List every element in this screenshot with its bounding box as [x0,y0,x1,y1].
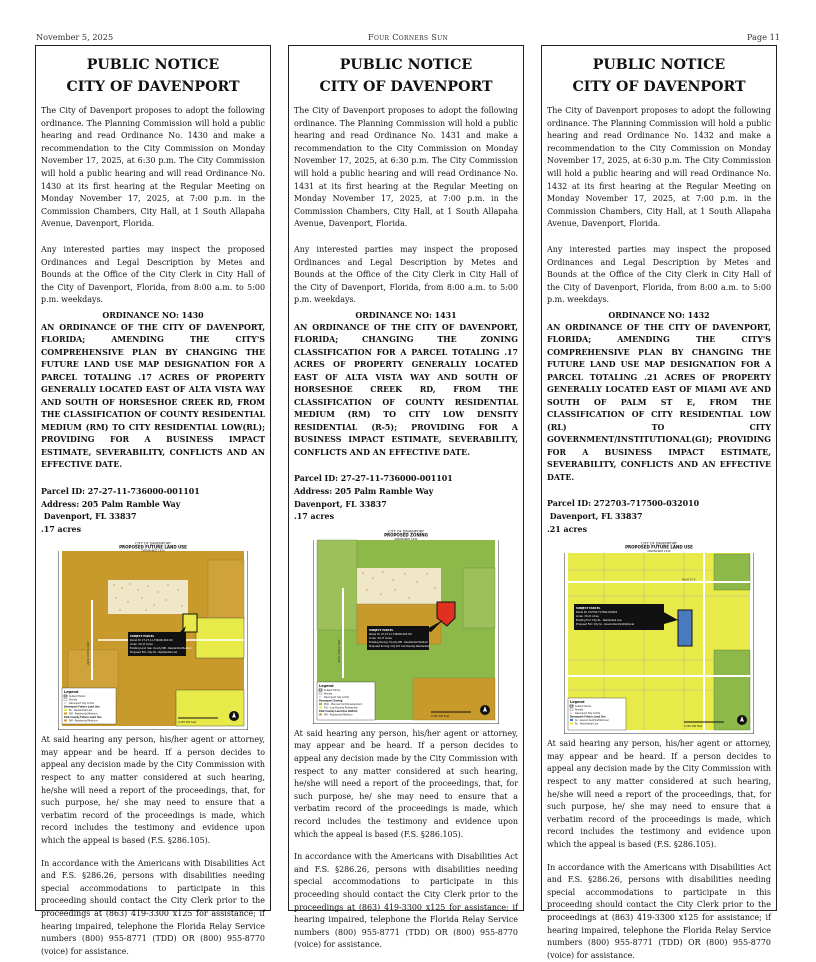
map-legend-item: PUD - Planned Unit Development [324,702,362,706]
parcel-acres: .21 acres [547,524,588,534]
map-scale-bar: 0 250 500 Feet [684,725,703,729]
map-callout-line: Proposed Zoning: City R-5 Low Density Residential [369,644,430,648]
ordinance-number: ORDINANCE NO: 1432 [608,310,710,320]
map-title-city: CITY OF DAVENPORT [135,541,171,546]
map-legend-item: Polk County Land Use District [319,709,358,713]
parcel-address: Address: 205 Palm Ramble Way [294,487,434,496]
parcel-city: Davenport, FL 33837 [294,499,387,509]
map-scale-bar: 0 250 500 Feet [431,714,450,718]
notice-ordinance-1431 [288,45,524,950]
ordinance-number: ORDINANCE NO: 1431 [355,310,457,320]
notice-intro: The City of Davenport proposes to adopt the following ordinance. The Planning Commission will hold a public hearing and read Ordinance No. 1431 and make a recommendation to the City Commission on Monday November 17, 2025, at 6:30 p.m. The City Commission will hold a public hearing and will read Ordinance No. 1431 at its first hearing at the Regular Meeting on Monday November 17, 2025, at 7:00 p.m. in the Commission Chambers, City Hall, at 1 South Allapaha Avenue, Davenport, Florida. [294,106,518,229]
land-use-map [58,540,248,730]
map-title-main: PROPOSED ZONING [384,532,428,538]
map-callout-line: Acres: ±0.17 Acres [130,643,153,647]
map-legend-item: RL - Residential Low [575,722,599,726]
map-title-city: CITY OF DAVENPORT [641,541,677,546]
notice-title: PUBLIC NOTICE [339,57,473,73]
map-callout-line: Proposed FLU: City RL - Residential Low [130,651,178,655]
notice-inspect: Any interested parties may inspect the proposed Ordinances and Legal Description by Metes and Bounds at the Office of the City Clerk in City Hall of the City of Davenport, Florida, from 8:00 a.m. to 5:00 p.m. weekdays. [41,244,265,305]
parcel-id: Parcel ID: 27-27-11-736000-001101 [41,486,200,496]
map-legend-item: Davenport Future Land Use [570,715,606,719]
notice-inspect: Any interested parties may inspect the proposed Ordinances and Legal Description by Metes and Bounds at the Office of the City Clerk in City Hall of the City of Davenport, Florida, from 8:00 a.m. to 5:00 p.m. weekdays. [294,244,518,305]
map-title-city: CITY OF DAVENPORT [388,529,424,534]
notice-intro: The City of Davenport proposes to adopt the following ordinance. The Planning Commission will hold a public hearing and read Ordinance No. 1430 and make a recommendation to the City Commission on Monday November 17, 2025, at 6:30 p.m. The City Commission will hold a public hearing and will read Ordinance No. 1430 at its first hearing at the Regular Meeting on Monday November 17, 2025, at 7:00 p.m. in the Commission Chambers, City Hall, at 1 South Allapaha Avenue, Davenport, Florida. [41,106,265,229]
map-callout-line: Existing FLU: City RL - Residential Low [576,619,622,623]
map-callout-line: Parcel ID: 27-27-11-736000-001101 [369,632,412,636]
map-legend-item: Davenport City Limits [575,712,600,716]
notice-ada: In accordance with the Americans with Disabilities Act and F.S. §286.26, persons with disabilities needing special accommodations to participate in this proceeding should contact the City Clerk prior to the proceedings at (863) 419-3300 x125 for assistance; if hearing impaired, telephone the Florida Relay Service numbers (800) 955-8771 (TDD) OR (800) 955-8770 (voice) for assistance. [294,852,518,950]
map-title-ordinance: ORDINANCE 1431 [394,537,418,541]
map-legend-item: Subject Parcel [324,688,341,692]
page-header [36,32,780,44]
page-number: Page 11 [746,32,780,42]
map-road-label: PALM ST E [682,578,696,582]
map-legend-item: RM - Residential Medium [69,712,98,716]
map-road-label: ALTA VISTA WAY [337,638,341,663]
notice-hearing: At said hearing any person, his/her agent or attorney, may appear and be heard. If a person decides to appeal any decision made by the City Commission with respect to any matter considered at such hearing, he/she will need a report of the proceedings, that, for such purpose, he/ she may need to ensure that a verbatim record of the proceedings is made, which record includes the testimony and evidence upon which the appeal is based (F.S. §286.105). [547,739,771,849]
parcel-city: Davenport, FL 33837 [41,512,137,522]
map-scale-bar: 0 250 500 Feet [178,721,197,725]
parcel-acres: .17 acres [41,524,82,534]
notice-ordinance-1432 [541,45,777,960]
notice-city: CITY OF DAVENPORT [319,79,493,95]
parcel-id: Parcel ID: 27-27-11-736000-001101 [294,474,453,484]
map-callout-line: SUBJECT PARCEL [369,628,394,632]
map-legend-item: RM - Residential Medium [324,713,353,717]
notice-city: CITY OF DAVENPORT [572,79,746,95]
ordinance-text: AN ORDINANCE OF THE CITY OF DAVENPORT, FLORIDA; AMENDING THE CITY'S COMPREHENSIVE PLAN BY CHANGING THE FUTURE LAND USE MAP DESIGNATION FOR A PARCEL TOTALING .17 ACRES OF PROPERTY GENERALLY LOCATED EAST OF ALTA VISTA WAY AND SOUTH OF HORSESHOE CREEK RD, FROM THE CLASSIFICATION OF COUNTY RESIDENTIAL MEDIUM (RM) TO CITY RESIDENTIAL LOW(RL); PROVIDING FOR A BUSINESS IMPACT ESTIMATE, SEVERABILITY, CONFLICTS AND AN EFFECTIVE DATE. [41,322,265,470]
parcel-info [547,498,771,536]
map-callout-line: Acres: ±0.17 Acres [369,636,392,640]
notice-intro: The City of Davenport proposes to adopt the following ordinance. The Planning Commission will hold a public hearing and read Ordinance No. 1432 and make a recommendation to the City Commission on Monday November 17, 2025, at 6:30 p.m. The City Commission will hold a public hearing and will read Ordinance No. 1432 at its first hearing at the Regular Meeting on Monday November 17, 2025, at 7:00 p.m. in the Commission Chambers, City Hall, at 1 South Allapaha Avenue, Davenport, Florida. [547,106,771,229]
map-legend-item: RL - Residential Low [69,709,93,713]
notice-title: PUBLIC NOTICE [592,57,726,73]
map-callout-line: Parcel ID: 272703-717500-032010 [576,611,618,615]
map-legend-item: Subject Parcel [575,705,592,709]
map-title-ordinance: ORDINANCE 1430 [141,549,165,553]
map-callout-line: Proposed FLU: City GI - Government/Institutional [576,623,634,627]
map-legend-item: Davenport City Limits [324,695,349,699]
map-legend-item: Davenport Zoning [319,699,343,703]
parcel-id: Parcel ID: 272703-717500-032010 [547,499,700,509]
map-legend-item: Davenport City Limits [69,702,94,706]
map-legend-title: Legend [570,700,585,705]
map-legend-item: Parcels [575,708,584,712]
parcel-city: Davenport, FL 33837 [547,512,643,521]
map-legend-item: Davenport Future Land Use [64,705,100,709]
notice-inspect: Any interested parties may inspect the proposed Ordinances and Legal Description by Metes and Bounds at the Office of the City Clerk in City Hall of the City of Davenport, Florida, from 8:00 a.m. to 5:00 p.m. weekdays. [547,244,771,305]
map-callout-line: SUBJECT PARCEL [576,607,601,611]
notice-ada: In accordance with the Americans with Disabilities Act and F.S. §286.26, persons with disabilities needing special accommodations to participate in this proceeding should contact the City Clerk prior to the proceedings at (863) 419-3300 x125 for assistance; if hearing impaired, telephone the Florida Relay Service numbers (800) 955-8771 (TDD) OR (800) 955-8770 (voice) for assistance. [41,858,265,956]
map-legend-title: Legend [319,683,334,688]
ordinance-number: ORDINANCE NO: 1430 [102,310,204,320]
parcel-acres: .17 acres [294,512,335,522]
map-title-main: PROPOSED FUTURE LAND USE [625,544,693,550]
map-legend-item: Parcels [69,698,78,702]
issue-date: November 5, 2025 [36,32,114,42]
map-legend-item: R-5 - Low Density Residential [324,706,358,710]
ordinance-text: AN ORDINANCE OF THE CITY OF DAVENPORT, FLORIDA; AMENDING THE CITY'S COMPREHENSIVE PLAN BY CHANGING THE FUTURE LAND USE MAP DESIGNATION FOR A PARCEL TOTALING .21 ACRES OF PROPERTY GENERALLY LOCATED EAST OF MIAMI AVE AND SOUTH OF PALM ST E, FROM THE CLASSIFICATION OF CITY RESIDENTIAL LOW (RL) TO CITY GOVERNMENT/INSTITUTIONAL(GI); PROVIDING FOR A BUSINESS IMPACT ESTIMATE, SEVERABILITY, CONFLICTS AND AN EFFECTIVE DATE. [547,322,771,482]
map-legend-item: Polk County Future Land Use [64,716,102,720]
parcel-address: Address: 205 Palm Ramble Way [41,499,181,509]
land-use-map [564,540,754,734]
map-callout-line: Parcel ID: 27-27-11-736000-001101 [130,639,173,643]
notice-city: CITY OF DAVENPORT [66,79,240,95]
map-legend-item: Subject Parcel [69,695,86,699]
parcel-info [41,486,265,536]
map-legend-title: Legend [64,690,79,695]
map-legend-item: GI - Government/Institutional [575,719,609,723]
ordinance-text: AN ORDINANCE OF THE CITY OF DAVENPORT, FLORIDA; CHANGING THE ZONING CLASSIFICATION FOR A PARCEL TOTALING .17 ACRES OF PROPERTY GENERALLY LOCATED EAST OF ALTA VISTA WAY AND SOUTH OF HORSESHOE CREEK RD, FROM THE CLASSIFICATION OF COUNTY RESIDENTIAL MEDIUM (RM) TO CITY LOW DENSITY RESIDENTIAL (R-5); PROVIDING FOR A BUSINESS IMPACT ESTIMATE, SEVERABILITY, CONFLICTS AND AN EFFECTIVE DATE. [294,322,518,457]
map-callout-line: Acres: ±0.21 Acres [576,615,599,619]
map-legend-item: Parcels [324,692,333,696]
notice-title: PUBLIC NOTICE [86,57,220,73]
zoning-map [313,528,499,724]
map-legend-item: RM - Residential Medium [69,719,98,723]
map-callout-line: Existing Zoning: County RM - Residential Medium [369,640,428,644]
newspaper-name: Four Corners Sun [367,32,449,42]
notice-ada: In accordance with the Americans with Disabilities Act and F.S. §286.26, persons with disabilities needing special accommodations to participate in this proceeding should contact the City Clerk prior to the proceedings at (863) 419-3300 x125 for assistance; if hearing impaired, telephone the Florida Relay Service numbers (800) 955-8771 (TDD) OR (800) 955-8770 (voice) for assistance. [547,862,771,960]
map-title-ordinance: ORDINANCE 1432 [647,550,671,554]
map-title-main: PROPOSED FUTURE LAND USE [119,544,187,550]
map-road-label: ALTA VISTA WAY [86,641,90,666]
notice-hearing: At said hearing any person, his/her agent or attorney, may appear and be heard. If a person decides to appeal any decision made by the City Commission with respect to any matter considered at such hearing, he/she will need a report of the proceedings, that, for such purpose, he/ she may need to ensure that a verbatim record of the proceedings is made, which record includes the testimony and evidence upon which the appeal is based (F.S. §286.105). [41,735,265,846]
notice-hearing: At said hearing any person, his/her agent or attorney, may appear and be heard. If a person decides to appeal any decision made by the City Commission with respect to any matter considered at such hearing, he/she will need a report of the proceedings, that, for such purpose, he/ she may need to ensure that a verbatim record of the proceedings is made, which record includes the testimony and evidence upon which the appeal is based (F.S. §286.105). [294,728,518,839]
parcel-info [294,473,518,523]
map-callout-line: Existing Land Use: County RM - Residential Medium [130,647,192,651]
map-callout-line: SUBJECT PARCEL [130,635,155,639]
notice-ordinance-1430 [35,45,271,956]
